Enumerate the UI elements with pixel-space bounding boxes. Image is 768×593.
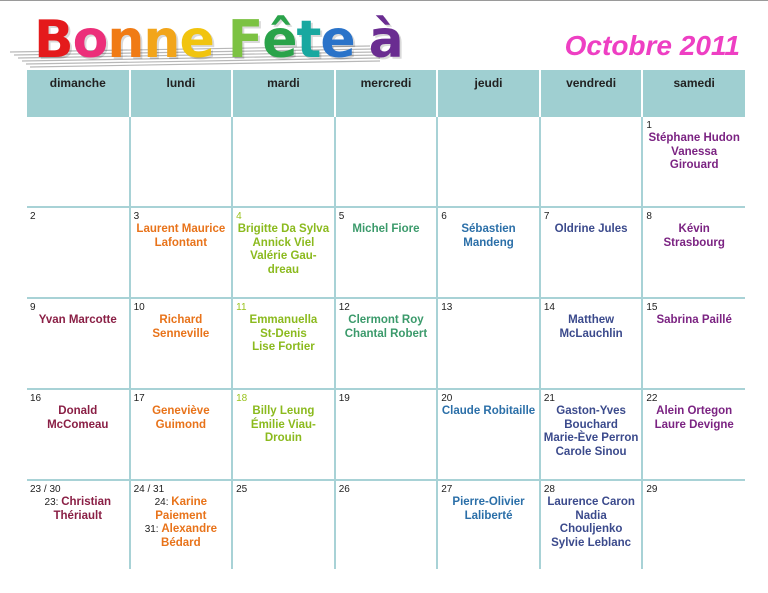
date-prefix: 24:	[154, 497, 172, 508]
birthday-name: Lafontant	[154, 236, 208, 249]
day-cell	[437, 117, 540, 207]
day-cell	[130, 207, 233, 298]
day-cell	[232, 298, 335, 389]
day-number: 7	[543, 211, 550, 222]
birthday-name: Chantal Robert	[344, 327, 428, 340]
day-cell	[642, 117, 745, 207]
birthday-name	[132, 510, 231, 524]
birthday-name: Brigitte Da Sylva	[237, 223, 330, 235]
day-number: 23 / 30	[30, 484, 61, 495]
birthday-name	[28, 510, 128, 524]
birthday-name: Vanessa	[671, 145, 718, 158]
birthday-name: Emmanuella	[249, 314, 318, 326]
day-cell	[642, 298, 745, 389]
birthday-name: Bouchard	[564, 418, 618, 431]
birthday-names	[131, 222, 232, 250]
birthday-name: Oldrine Jules	[554, 223, 628, 235]
birthday-name: Annick Viel	[252, 236, 315, 249]
day-number: 20	[441, 393, 453, 404]
day-cell	[130, 389, 233, 480]
day-cell	[335, 389, 438, 480]
day-cell	[540, 480, 643, 569]
birthday-names	[233, 404, 334, 446]
day-number: 12	[338, 302, 350, 313]
week-row	[27, 298, 745, 389]
date-prefix: 31:	[144, 524, 162, 535]
calendar-table	[27, 70, 745, 569]
name-text: Christian	[61, 496, 112, 508]
weekday-header-dimanche: dimanche	[27, 70, 130, 117]
week-row	[27, 389, 745, 480]
day-cell	[540, 207, 643, 298]
week-row	[27, 207, 745, 298]
day-cell	[27, 389, 130, 480]
day-number: 18	[236, 393, 248, 404]
day-number: 9	[30, 302, 36, 313]
birthday-names	[643, 404, 745, 432]
birthday-names	[336, 313, 437, 341]
birthday-name: Guimond	[155, 418, 207, 431]
title-letter: F	[227, 10, 263, 70]
birthday-name: McLauchlin	[559, 327, 623, 340]
birthday-name: Pierre-Olivier	[452, 496, 525, 508]
day-cell	[540, 298, 643, 389]
birthday-name: Donald	[58, 405, 98, 417]
day-cell	[232, 207, 335, 298]
calendar-body	[27, 117, 745, 569]
birthday-name: Sébastien	[461, 223, 516, 235]
day-cell	[130, 298, 233, 389]
day-cell	[540, 117, 643, 207]
title-wordart	[34, 10, 403, 70]
birthday-name	[132, 537, 231, 551]
day-number: 16	[30, 393, 42, 404]
birthday-name: Sabrina Paillé	[656, 314, 732, 326]
birthday-names	[131, 313, 232, 341]
day-number: 22	[646, 393, 658, 404]
birthday-name	[132, 523, 231, 537]
birthday-names	[438, 495, 539, 523]
birthday-name: Michel Fiore	[352, 223, 420, 235]
day-cell	[27, 207, 130, 298]
title-letter: e	[179, 10, 214, 70]
day-number: 15	[646, 302, 658, 313]
day-cell	[437, 298, 540, 389]
birthday-names	[438, 222, 539, 250]
day-number: 26	[338, 484, 350, 495]
birthday-name: Yvan Marcotte	[38, 314, 117, 326]
day-cell	[437, 480, 540, 569]
birthday-name: Carole Sinou	[555, 445, 627, 458]
birthday-name: Drouin	[264, 432, 302, 444]
birthday-names	[541, 495, 642, 550]
birthday-names	[643, 313, 745, 328]
day-cell	[130, 480, 233, 569]
birthday-name: Billy Leung	[252, 405, 315, 417]
weekday-header-samedi: samedi	[642, 70, 745, 117]
name-text: Alexandre	[161, 523, 217, 535]
birthday-name: Laurence Caron	[547, 496, 635, 508]
birthday-names	[131, 495, 232, 550]
month-title: Octobre 2011	[564, 30, 740, 61]
name-text: Paiement	[155, 509, 207, 522]
birthday-name: dreau	[267, 263, 300, 276]
day-number: 21	[543, 393, 555, 404]
birthday-name: Nadia	[575, 509, 607, 522]
weekday-header-vendredi: vendredi	[540, 70, 643, 117]
birthday-name: Girouard	[669, 159, 719, 171]
birthday-name: Stéphane Hudon	[648, 132, 740, 144]
day-number: 27	[441, 484, 453, 495]
day-cell	[130, 117, 233, 207]
birthday-name: Lise Fortier	[252, 341, 315, 353]
birthday-name: Geneviève	[152, 405, 210, 417]
birthday-names	[643, 131, 745, 173]
day-number: 25	[236, 484, 248, 495]
week-row	[27, 480, 745, 569]
day-number: 17	[133, 393, 145, 404]
title-letter	[214, 10, 228, 70]
day-cell	[27, 480, 130, 569]
title-letter: n	[143, 10, 180, 70]
day-number: 10	[133, 302, 145, 313]
birthday-names	[438, 404, 539, 419]
day-number: 4	[236, 211, 242, 222]
day-number: 14	[543, 302, 555, 313]
day-number: 28	[543, 484, 555, 495]
day-cell	[27, 117, 130, 207]
day-number: 13	[441, 302, 453, 313]
day-number: 3	[133, 211, 140, 222]
birthday-name: Laliberté	[464, 509, 513, 522]
title-letter: o	[72, 10, 108, 70]
birthday-names	[27, 404, 129, 432]
birthday-name: St-Denis	[260, 327, 307, 340]
weekday-header-mardi: mardi	[232, 70, 335, 117]
birthday-names	[131, 404, 232, 432]
calendar-header	[0, 0, 768, 70]
birthday-name: Émilie Viau-	[250, 418, 316, 431]
birthday-names	[336, 222, 437, 237]
day-number: 24 / 31	[133, 484, 165, 495]
day-cell	[335, 480, 438, 569]
day-number: 6	[441, 211, 447, 222]
birthday-name: Gaston-Yves	[556, 405, 626, 417]
title-letter: e	[320, 10, 355, 70]
title-letter: ê	[262, 10, 297, 70]
weekday-header-row	[27, 70, 745, 117]
day-number: 29	[646, 484, 658, 495]
title-letter: à	[368, 10, 403, 70]
day-cell	[232, 389, 335, 480]
title-letter: n	[107, 10, 144, 70]
birthday-names	[27, 313, 129, 328]
day-cell	[642, 480, 745, 569]
day-cell	[642, 389, 745, 480]
weekday-header-lundi: lundi	[130, 70, 233, 117]
title-letter: t	[296, 10, 321, 70]
birthday-name: Richard	[159, 314, 203, 326]
birthday-name: Laurent Maurice	[136, 223, 226, 235]
birthday-name: Chouljenko	[559, 523, 623, 535]
day-cell	[642, 207, 745, 298]
birthday-name: Matthew	[568, 314, 615, 326]
birthday-name: Alein Ortegon	[656, 405, 733, 417]
birthday-names	[643, 222, 745, 250]
day-number: 5	[338, 211, 345, 222]
birthday-name: Claude Robitaille	[441, 405, 536, 417]
name-text: Thériault	[53, 509, 103, 522]
birthday-name: Strasbourg	[663, 236, 725, 249]
weekday-header-mercredi: mercredi	[335, 70, 438, 117]
birthday-name: Valérie Gau-	[250, 250, 317, 262]
birthday-name: Clermont Roy	[348, 314, 424, 326]
birthday-names	[233, 222, 334, 277]
birthday-names	[541, 313, 642, 341]
day-cell	[540, 389, 643, 480]
day-cell	[437, 207, 540, 298]
day-cell	[335, 117, 438, 207]
birthday-names	[233, 313, 334, 355]
date-prefix: 23:	[44, 497, 62, 508]
day-cell	[232, 480, 335, 569]
calendar-grid	[27, 70, 745, 569]
day-cell	[232, 117, 335, 207]
birthday-name: Senneville	[152, 327, 210, 340]
weekday-header-jeudi: jeudi	[437, 70, 540, 117]
birthday-name: Mandeng	[463, 236, 514, 249]
name-text: Bédard	[161, 536, 201, 549]
birthday-name: Marie-Ève Perron	[543, 432, 639, 444]
birthday-name: Sylvie Leblanc	[551, 536, 632, 549]
day-cell	[27, 298, 130, 389]
birthday-names	[27, 495, 129, 523]
day-number: 2	[30, 211, 36, 222]
birthday-name: Kévin	[678, 223, 710, 235]
birthday-names	[541, 222, 642, 237]
birthday-name	[28, 496, 128, 510]
birthday-name	[132, 496, 231, 510]
day-cell	[335, 298, 438, 389]
birthday-names	[541, 404, 642, 459]
day-cell	[335, 207, 438, 298]
day-cell	[437, 389, 540, 480]
day-number: 8	[646, 211, 652, 222]
day-number: 1	[646, 120, 652, 131]
birthday-name: Laure Devigne	[654, 418, 734, 431]
week-row	[27, 117, 745, 207]
title-letter: B	[34, 10, 73, 70]
name-text: Karine	[171, 496, 208, 508]
birthday-name: McComeau	[47, 418, 109, 431]
day-number: 19	[338, 393, 350, 404]
day-number: 11	[236, 302, 247, 313]
title-letter	[355, 10, 369, 70]
